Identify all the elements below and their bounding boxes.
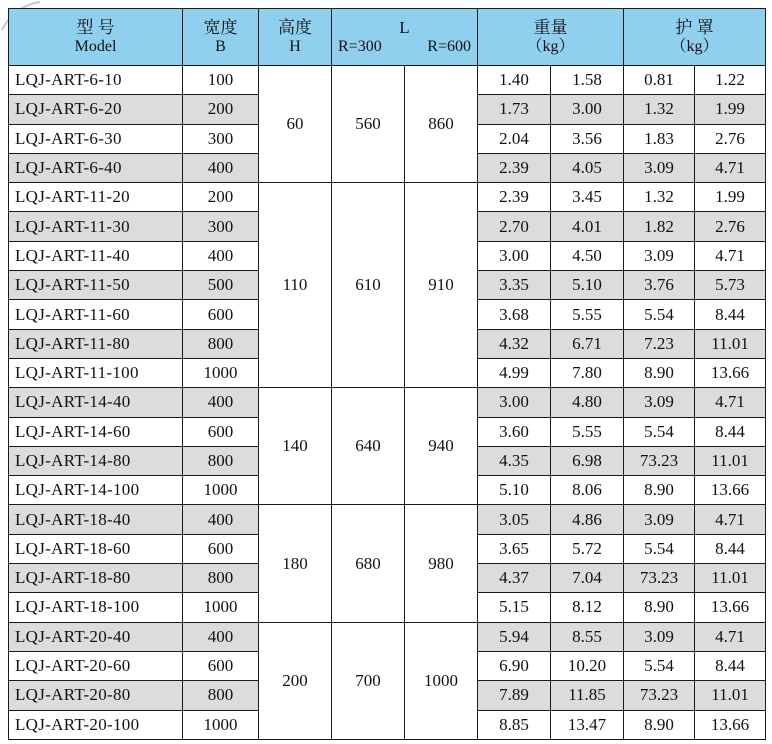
cell-model: LQJ-ART-11-80 <box>9 329 183 358</box>
cell-guard-r300: 8.90 <box>624 710 695 739</box>
cell-length-r300: 610 <box>332 183 405 388</box>
header-length <box>332 9 478 66</box>
cell-weight-r600: 13.47 <box>551 710 624 739</box>
cell-model: LQJ-ART-11-40 <box>9 241 183 270</box>
header-guard-cn: 护 罩 <box>675 18 714 37</box>
cell-weight-r300: 3.35 <box>478 271 551 300</box>
header-guard-unit: （kg） <box>670 38 719 55</box>
cell-width-b: 200 <box>183 95 259 124</box>
cell-width-b: 600 <box>183 651 259 680</box>
cell-guard-r600: 11.01 <box>695 564 766 593</box>
header-weight <box>478 9 624 66</box>
cell-guard-r300: 7.23 <box>624 329 695 358</box>
cell-model: LQJ-ART-11-20 <box>9 183 183 212</box>
cell-weight-r300: 8.85 <box>478 710 551 739</box>
cell-guard-r300: 1.83 <box>624 124 695 153</box>
cell-guard-r600: 8.44 <box>695 651 766 680</box>
cell-guard-r600: 4.71 <box>695 505 766 534</box>
cell-guard-r300: 5.54 <box>624 417 695 446</box>
header-weight-unit: （kg） <box>526 38 575 55</box>
cell-width-b: 1000 <box>183 710 259 739</box>
cell-model: LQJ-ART-14-60 <box>9 417 183 446</box>
cell-weight-r600: 1.58 <box>551 66 624 95</box>
cell-width-b: 800 <box>183 446 259 475</box>
cell-model: LQJ-ART-11-60 <box>9 300 183 329</box>
cell-model: LQJ-ART-6-20 <box>9 95 183 124</box>
cell-length-r300: 640 <box>332 388 405 505</box>
cell-guard-r300: 5.54 <box>624 651 695 680</box>
cell-model: LQJ-ART-20-80 <box>9 681 183 710</box>
table-row <box>9 622 766 651</box>
cell-weight-r600: 6.98 <box>551 446 624 475</box>
cell-guard-r600: 4.71 <box>695 153 766 182</box>
cell-weight-r600: 4.50 <box>551 241 624 270</box>
cell-weight-r300: 4.35 <box>478 446 551 475</box>
header-row <box>9 9 766 66</box>
cell-guard-r600: 1.99 <box>695 183 766 212</box>
header-model-cn: 型 号 <box>76 18 115 37</box>
cell-model: LQJ-ART-11-50 <box>9 271 183 300</box>
header-length-sym: L <box>399 18 410 37</box>
cell-weight-r300: 4.37 <box>478 564 551 593</box>
cell-guard-r300: 3.09 <box>624 622 695 651</box>
cell-model: LQJ-ART-14-40 <box>9 388 183 417</box>
cell-guard-r300: 73.23 <box>624 564 695 593</box>
cell-model: LQJ-ART-6-10 <box>9 66 183 95</box>
table-row <box>9 505 766 534</box>
cell-guard-r600: 1.99 <box>695 95 766 124</box>
cell-width-b: 600 <box>183 417 259 446</box>
cell-length-r600: 910 <box>405 183 478 388</box>
cell-guard-r600: 8.44 <box>695 300 766 329</box>
cell-width-b: 200 <box>183 183 259 212</box>
cell-height-h: 200 <box>259 622 332 739</box>
header-width-sym: B <box>215 38 226 55</box>
header-model-en: Model <box>74 38 117 55</box>
cell-width-b: 800 <box>183 564 259 593</box>
cell-weight-r300: 2.39 <box>478 153 551 182</box>
header-height <box>259 9 332 66</box>
cell-guard-r300: 5.54 <box>624 300 695 329</box>
cell-length-r300: 700 <box>332 622 405 739</box>
cell-width-b: 1000 <box>183 593 259 622</box>
cell-height-h: 60 <box>259 66 332 183</box>
cell-guard-r300: 73.23 <box>624 446 695 475</box>
cell-weight-r600: 7.80 <box>551 358 624 387</box>
cell-guard-r300: 8.90 <box>624 358 695 387</box>
cell-length-r600: 1000 <box>405 622 478 739</box>
cell-width-b: 500 <box>183 271 259 300</box>
cell-guard-r600: 5.73 <box>695 271 766 300</box>
header-width <box>183 9 259 66</box>
cell-weight-r600: 8.12 <box>551 593 624 622</box>
cell-weight-r600: 7.04 <box>551 564 624 593</box>
cell-guard-r300: 8.90 <box>624 476 695 505</box>
cell-weight-r300: 2.70 <box>478 212 551 241</box>
cell-height-h: 180 <box>259 505 332 622</box>
table-row <box>9 388 766 417</box>
cell-weight-r600: 8.55 <box>551 622 624 651</box>
cell-height-h: 140 <box>259 388 332 505</box>
cell-model: LQJ-ART-6-40 <box>9 153 183 182</box>
cell-guard-r300: 3.09 <box>624 241 695 270</box>
cell-weight-r300: 2.39 <box>478 183 551 212</box>
cell-weight-r600: 11.85 <box>551 681 624 710</box>
cell-weight-r600: 3.56 <box>551 124 624 153</box>
cell-model: LQJ-ART-18-100 <box>9 593 183 622</box>
cell-weight-r600: 5.55 <box>551 417 624 446</box>
cell-model: LQJ-ART-18-60 <box>9 534 183 563</box>
cell-length-r600: 980 <box>405 505 478 622</box>
cell-weight-r300: 4.32 <box>478 329 551 358</box>
cell-guard-r300: 73.23 <box>624 681 695 710</box>
cell-weight-r300: 3.05 <box>478 505 551 534</box>
cell-weight-r600: 10.20 <box>551 651 624 680</box>
cell-weight-r300: 2.04 <box>478 124 551 153</box>
cell-guard-r300: 3.76 <box>624 271 695 300</box>
cell-weight-r300: 6.90 <box>478 651 551 680</box>
header-height-cn: 高度 <box>278 18 312 37</box>
cell-weight-r600: 6.71 <box>551 329 624 358</box>
cell-guard-r600: 8.44 <box>695 534 766 563</box>
cell-guard-r300: 3.09 <box>624 505 695 534</box>
cell-guard-r600: 8.44 <box>695 417 766 446</box>
cell-weight-r300: 3.00 <box>478 241 551 270</box>
cell-guard-r300: 8.90 <box>624 593 695 622</box>
cell-guard-r600: 2.76 <box>695 212 766 241</box>
cell-guard-r600: 13.66 <box>695 710 766 739</box>
cell-width-b: 1000 <box>183 358 259 387</box>
cell-guard-r600: 4.71 <box>695 241 766 270</box>
header-guard <box>624 9 766 66</box>
cell-width-b: 1000 <box>183 476 259 505</box>
header-weight-cn: 重量 <box>533 18 568 37</box>
header-height-sym: H <box>289 38 301 55</box>
cell-weight-r300: 4.99 <box>478 358 551 387</box>
cell-model: LQJ-ART-20-100 <box>9 710 183 739</box>
cell-weight-r600: 4.01 <box>551 212 624 241</box>
cell-weight-r300: 5.10 <box>478 476 551 505</box>
cell-model: LQJ-ART-18-80 <box>9 564 183 593</box>
cell-guard-r600: 11.01 <box>695 446 766 475</box>
cell-guard-r300: 0.81 <box>624 66 695 95</box>
cell-weight-r300: 7.89 <box>478 681 551 710</box>
cell-width-b: 400 <box>183 622 259 651</box>
header-width-cn: 宽度 <box>203 18 238 37</box>
cell-guard-r300: 1.32 <box>624 95 695 124</box>
cell-guard-r600: 4.71 <box>695 622 766 651</box>
cell-height-h: 110 <box>259 183 332 388</box>
cell-weight-r600: 4.80 <box>551 388 624 417</box>
cell-width-b: 400 <box>183 505 259 534</box>
cell-guard-r300: 3.09 <box>624 153 695 182</box>
cell-weight-r600: 5.55 <box>551 300 624 329</box>
cell-length-r600: 860 <box>405 66 478 183</box>
cell-weight-r300: 1.73 <box>478 95 551 124</box>
header-r300: R=300 <box>338 38 382 55</box>
cell-model: LQJ-ART-20-40 <box>9 622 183 651</box>
cell-guard-r600: 1.22 <box>695 66 766 95</box>
cell-width-b: 400 <box>183 241 259 270</box>
cell-model: LQJ-ART-20-60 <box>9 651 183 680</box>
spec-table <box>8 8 766 740</box>
cell-model: LQJ-ART-11-100 <box>9 358 183 387</box>
header-model <box>9 9 183 66</box>
cell-model: LQJ-ART-14-80 <box>9 446 183 475</box>
cell-weight-r600: 3.45 <box>551 183 624 212</box>
cell-width-b: 600 <box>183 534 259 563</box>
cell-width-b: 600 <box>183 300 259 329</box>
cell-weight-r300: 5.15 <box>478 593 551 622</box>
cell-guard-r600: 13.66 <box>695 593 766 622</box>
table-row <box>9 66 766 95</box>
cell-length-r300: 560 <box>332 66 405 183</box>
cell-weight-r300: 5.94 <box>478 622 551 651</box>
cell-weight-r300: 3.60 <box>478 417 551 446</box>
cell-model: LQJ-ART-18-40 <box>9 505 183 534</box>
cell-weight-r600: 8.06 <box>551 476 624 505</box>
cell-weight-r300: 3.00 <box>478 388 551 417</box>
cell-width-b: 100 <box>183 66 259 95</box>
cell-weight-r600: 4.05 <box>551 153 624 182</box>
cell-model: LQJ-ART-14-100 <box>9 476 183 505</box>
cell-weight-r300: 1.40 <box>478 66 551 95</box>
spec-table-wrapper <box>8 8 765 737</box>
cell-length-r600: 940 <box>405 388 478 505</box>
cell-weight-r300: 3.68 <box>478 300 551 329</box>
cell-guard-r600: 13.66 <box>695 476 766 505</box>
cell-width-b: 300 <box>183 212 259 241</box>
cell-weight-r300: 3.65 <box>478 534 551 563</box>
cell-weight-r600: 4.86 <box>551 505 624 534</box>
cell-guard-r600: 11.01 <box>695 681 766 710</box>
cell-model: LQJ-ART-6-30 <box>9 124 183 153</box>
cell-width-b: 800 <box>183 681 259 710</box>
cell-guard-r600: 13.66 <box>695 358 766 387</box>
table-body <box>9 66 766 740</box>
cell-guard-r600: 11.01 <box>695 329 766 358</box>
cell-weight-r600: 5.10 <box>551 271 624 300</box>
cell-guard-r600: 2.76 <box>695 124 766 153</box>
header-r600: R=600 <box>427 38 471 55</box>
cell-width-b: 800 <box>183 329 259 358</box>
cell-guard-r300: 1.82 <box>624 212 695 241</box>
cell-length-r300: 680 <box>332 505 405 622</box>
table-row <box>9 183 766 212</box>
cell-guard-r300: 5.54 <box>624 534 695 563</box>
cell-guard-r600: 4.71 <box>695 388 766 417</box>
cell-width-b: 400 <box>183 153 259 182</box>
cell-model: LQJ-ART-11-30 <box>9 212 183 241</box>
cell-weight-r600: 3.00 <box>551 95 624 124</box>
cell-weight-r600: 5.72 <box>551 534 624 563</box>
cell-width-b: 400 <box>183 388 259 417</box>
cell-guard-r300: 3.09 <box>624 388 695 417</box>
cell-guard-r300: 1.32 <box>624 183 695 212</box>
cell-width-b: 300 <box>183 124 259 153</box>
